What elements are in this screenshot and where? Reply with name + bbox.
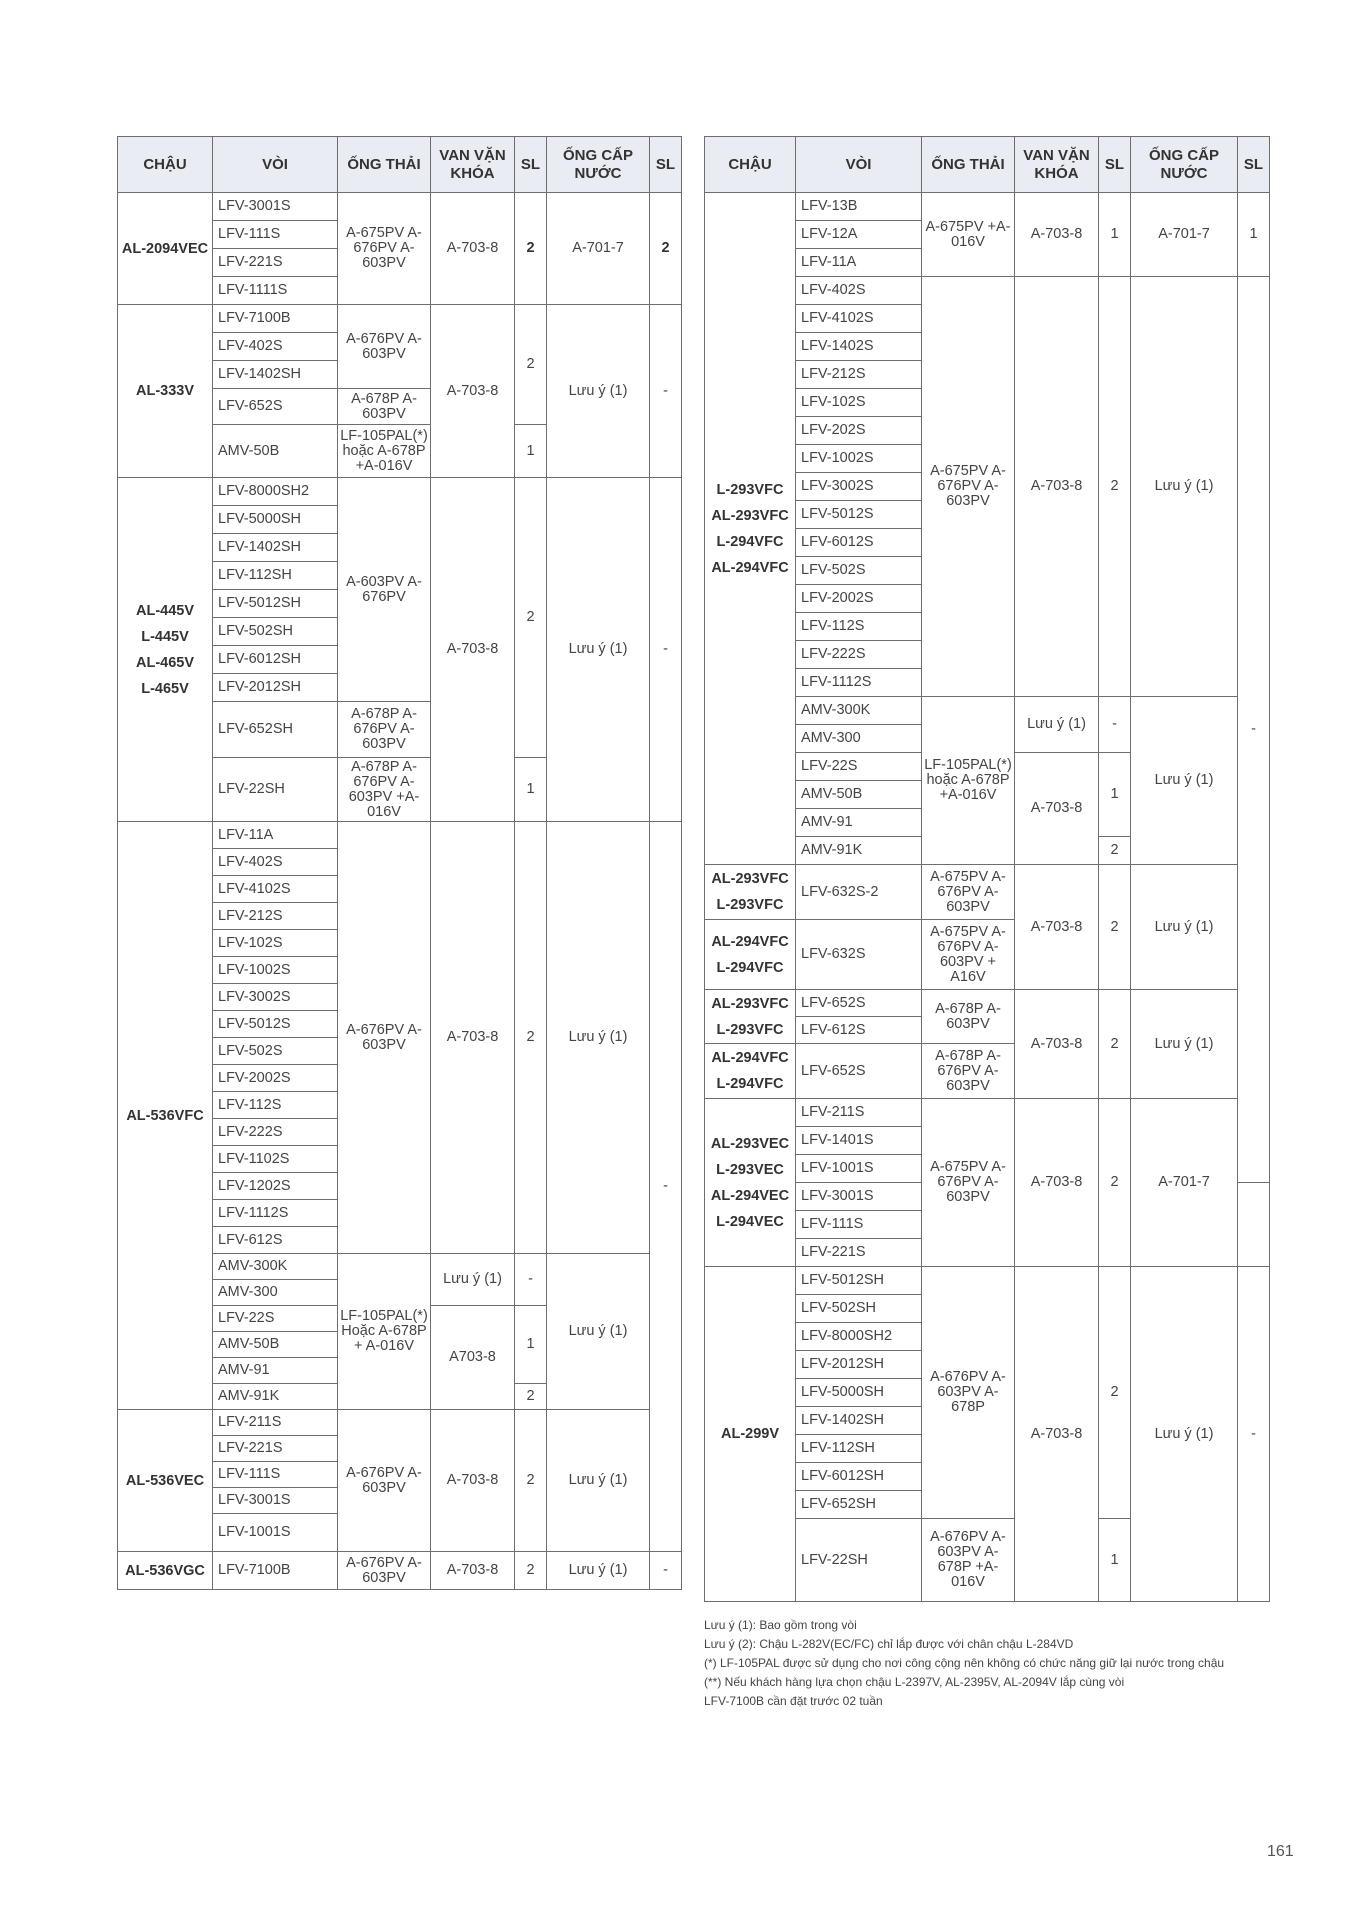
- ong-thai-cell: LF-105PAL(*) Hoặc A-678P + A-016V: [338, 1254, 431, 1410]
- table-row: [705, 865, 1270, 920]
- sl2-cell: 2: [650, 193, 682, 305]
- voi-cell: LFV-22SH: [796, 1519, 922, 1602]
- voi-cell: LFV-612S: [796, 1017, 922, 1044]
- header-sl: SL: [1099, 137, 1131, 193]
- voi-cell: LFV-6012SH: [213, 646, 338, 674]
- van-cell: A-703-8: [431, 822, 515, 1254]
- voi-cell: LFV-402S: [213, 849, 338, 876]
- header-van: VAN VẶN KHÓA: [1015, 137, 1099, 193]
- chau-cell: [705, 990, 796, 1044]
- ong-thai-cell: A-676PV A-603PV A-678P +A-016V: [922, 1519, 1015, 1602]
- voi-cell: LFV-11A: [796, 249, 922, 277]
- chau-cell: AL-536VGC: [118, 1552, 213, 1590]
- ong-thai-cell: A-676PV A-603PV: [338, 305, 431, 389]
- voi-cell: LFV-1402SH: [213, 361, 338, 389]
- voi-cell: LFV-222S: [213, 1119, 338, 1146]
- cap-nuoc-cell: Lưu ý (1): [547, 822, 650, 1254]
- voi-cell: LFV-632S-2: [796, 865, 922, 920]
- voi-cell: LFV-1002S: [796, 445, 922, 473]
- cap-nuoc-cell: Lưu ý (1): [1131, 697, 1238, 865]
- van-cell: A703-8: [431, 1306, 515, 1410]
- chau-cell: AL-536VEC: [118, 1410, 213, 1552]
- sl-cell: -: [1099, 697, 1131, 753]
- ong-thai-cell: A-676PV A-603PV: [338, 822, 431, 1254]
- ong-thai-cell: A-603PV A-676PV: [338, 478, 431, 702]
- sl-cell: 1: [515, 1306, 547, 1384]
- chau-line: AL-294VEC: [710, 1187, 790, 1204]
- sl-cell: 1: [515, 758, 547, 822]
- voi-cell: LFV-652S: [796, 990, 922, 1017]
- chau-line: AL-294VFC: [711, 1050, 789, 1066]
- sl-cell: 2: [515, 193, 547, 305]
- header-cap-nuoc: ỐNG CẤP NƯỚC: [1131, 137, 1238, 193]
- cap-nuoc-cell: A-701-7: [1131, 1099, 1238, 1267]
- table-row: [118, 305, 682, 333]
- voi-cell: LFV-22SH: [213, 758, 338, 822]
- table-row: [705, 1099, 1270, 1127]
- sl-cell: 2: [1099, 837, 1131, 865]
- voi-cell: LFV-1002S: [213, 957, 338, 984]
- cap-nuoc-cell: A-701-7: [547, 193, 650, 305]
- voi-cell: AMV-91: [796, 809, 922, 837]
- van-cell: A-703-8: [1015, 865, 1099, 990]
- voi-cell: LFV-652S: [213, 389, 338, 425]
- sl2-cell: -: [1238, 1267, 1270, 1602]
- voi-cell: LFV-502S: [796, 557, 922, 585]
- ong-thai-cell: A-676PV A-603PV: [338, 1552, 431, 1590]
- ong-thai-cell: A-678P A-676PV A-603PV +A-016V: [338, 758, 431, 822]
- sl-cell: 2: [515, 1552, 547, 1590]
- table-row: [118, 478, 682, 506]
- cap-nuoc-cell: Lưu ý (1): [1131, 865, 1238, 990]
- table-row: [705, 990, 1270, 1017]
- voi-cell: LFV-402S: [796, 277, 922, 305]
- voi-cell: LFV-1402SH: [796, 1407, 922, 1435]
- table-row: [118, 1410, 682, 1436]
- voi-cell: LFV-111S: [213, 1462, 338, 1488]
- header-sl-2: SL: [1238, 137, 1270, 193]
- ong-thai-cell: A-678P A-603PV: [338, 389, 431, 425]
- header-chau: CHẬU: [118, 137, 213, 193]
- right-spec-table: [704, 136, 1270, 1602]
- sl-cell: 2: [515, 478, 547, 758]
- voi-cell: LFV-4102S: [796, 305, 922, 333]
- cap-nuoc-cell: A-701-7: [1131, 193, 1238, 277]
- sl-cell: 2: [1099, 865, 1131, 990]
- voi-cell: LFV-202S: [796, 417, 922, 445]
- cap-nuoc-cell: Lưu ý (1): [547, 305, 650, 478]
- voi-cell: LFV-1401S: [796, 1127, 922, 1155]
- chau-line: AL-294VFC: [711, 559, 789, 576]
- voi-cell: LFV-502SH: [796, 1295, 922, 1323]
- cap-nuoc-cell: Lưu ý (1): [547, 478, 650, 822]
- sl-cell: 1: [1099, 193, 1131, 277]
- chau-cell: [705, 1044, 796, 1099]
- ong-thai-cell: LF-105PAL(*) hoặc A-678P +A-016V: [338, 425, 431, 478]
- van-cell: A-703-8: [1015, 990, 1099, 1099]
- voi-cell: LFV-3001S: [796, 1183, 922, 1211]
- header-row: [705, 137, 1270, 193]
- voi-cell: LFV-111S: [796, 1211, 922, 1239]
- voi-cell: LFV-3001S: [213, 193, 338, 221]
- voi-cell: LFV-3001S: [213, 1488, 338, 1514]
- header-sl: SL: [515, 137, 547, 193]
- table-row: [118, 822, 682, 849]
- voi-cell: LFV-5012S: [796, 501, 922, 529]
- voi-cell: LFV-5012SH: [796, 1267, 922, 1295]
- voi-cell: LFV-652S: [796, 1044, 922, 1099]
- voi-cell: LFV-221S: [213, 249, 338, 277]
- sl-cell: 2: [1099, 1267, 1131, 1519]
- table-row: [705, 1267, 1270, 1295]
- voi-cell: LFV-11A: [213, 822, 338, 849]
- voi-cell: LFV-3002S: [213, 984, 338, 1011]
- chau-line: AL-293VFC: [711, 507, 789, 524]
- voi-cell: AMV-50B: [796, 781, 922, 809]
- ong-thai-cell: A-676PV A-603PV: [338, 1410, 431, 1552]
- van-cell: Lưu ý (1): [1015, 697, 1099, 753]
- ong-thai-cell: A-675PV A-676PV A-603PV: [922, 865, 1015, 920]
- header-cap-nuoc: ỐNG CẤP NƯỚC: [547, 137, 650, 193]
- voi-cell: LFV-5000SH: [213, 506, 338, 534]
- sl2-cell: -: [650, 305, 682, 478]
- voi-cell: LFV-111S: [213, 221, 338, 249]
- sl-cell: 1: [515, 425, 547, 478]
- voi-cell: LFV-6012S: [796, 529, 922, 557]
- voi-cell: LFV-102S: [796, 389, 922, 417]
- left-spec-table: [117, 136, 682, 1590]
- voi-cell: LFV-13B: [796, 193, 922, 221]
- voi-cell: AMV-300: [796, 725, 922, 753]
- ong-thai-cell: LF-105PAL(*) hoặc A-678P +A-016V: [922, 697, 1015, 865]
- voi-cell: AMV-50B: [213, 425, 338, 478]
- cap-nuoc-cell: Lưu ý (1): [1131, 990, 1238, 1099]
- voi-cell: LFV-22S: [213, 1306, 338, 1332]
- cap-nuoc-cell: Lưu ý (1): [547, 1552, 650, 1590]
- voi-cell: LFV-402S: [213, 333, 338, 361]
- chau-line: L-294VFC: [716, 959, 784, 976]
- voi-cell: LFV-652SH: [796, 1491, 922, 1519]
- chau-line: L-293VFC: [716, 1021, 784, 1038]
- voi-cell: LFV-7100B: [213, 1552, 338, 1590]
- ong-thai-cell: A-678P A-603PV: [922, 990, 1015, 1044]
- footnote: Lưu ý (2): Chậu L-282V(EC/FC) chỉ lắp được với chân chậu L-284VD: [704, 1637, 1074, 1651]
- header-ong-thai: ỐNG THẢI: [922, 137, 1015, 193]
- voi-cell: LFV-2012SH: [213, 674, 338, 702]
- voi-cell: LFV-3002S: [796, 473, 922, 501]
- voi-cell: LFV-112SH: [796, 1435, 922, 1463]
- voi-cell: LFV-1001S: [213, 1514, 338, 1552]
- voi-cell: LFV-1402S: [796, 333, 922, 361]
- chau-cell: AL-299V: [705, 1267, 796, 1602]
- chau-cell: [705, 193, 796, 865]
- voi-cell: LFV-112S: [796, 613, 922, 641]
- sl-cell: -: [515, 1254, 547, 1306]
- chau-line: L-294VFC: [716, 533, 784, 550]
- chau-line: AL-293VEC: [710, 1135, 790, 1152]
- voi-cell: LFV-502S: [213, 1038, 338, 1065]
- voi-cell: LFV-612S: [213, 1227, 338, 1254]
- footnote: Lưu ý (1): Bao gồm trong vòi: [704, 1618, 857, 1632]
- voi-cell: LFV-5000SH: [796, 1379, 922, 1407]
- voi-cell: AMV-300K: [213, 1254, 338, 1280]
- header-van: VAN VẶN KHÓA: [431, 137, 515, 193]
- chau-cell: AL-536VFC: [118, 822, 213, 1410]
- voi-cell: AMV-300K: [796, 697, 922, 725]
- header-ong-thai: ỐNG THẢI: [338, 137, 431, 193]
- voi-cell: LFV-22S: [796, 753, 922, 781]
- voi-cell: LFV-2012SH: [796, 1351, 922, 1379]
- van-cell: A-703-8: [1015, 753, 1099, 865]
- van-cell: A-703-8: [1015, 1099, 1099, 1267]
- header-voi: VÒI: [796, 137, 922, 193]
- chau-line: L-445V: [141, 628, 189, 645]
- sl2-cell: -: [650, 478, 682, 822]
- voi-cell: LFV-102S: [213, 930, 338, 957]
- voi-cell: LFV-1112S: [796, 669, 922, 697]
- sl2-cell: 1: [1238, 193, 1270, 277]
- table-row: [118, 1552, 682, 1590]
- voi-cell: LFV-1402SH: [213, 534, 338, 562]
- voi-cell: LFV-5012SH: [213, 590, 338, 618]
- voi-cell: LFV-7100B: [213, 305, 338, 333]
- chau-line: L-293VFC: [716, 481, 784, 498]
- van-cell: A-703-8: [1015, 277, 1099, 697]
- footnotes: [704, 1616, 1224, 1711]
- table-row: [118, 193, 682, 221]
- voi-cell: LFV-221S: [796, 1239, 922, 1267]
- chau-line: L-293VFC: [716, 897, 784, 913]
- voi-cell: LFV-1112S: [213, 1200, 338, 1227]
- voi-cell: LFV-12A: [796, 221, 922, 249]
- chau-cell: [118, 478, 213, 822]
- voi-cell: LFV-212S: [796, 361, 922, 389]
- ong-thai-cell: A-675PV A-676PV A-603PV: [922, 277, 1015, 697]
- table-row: [705, 193, 1270, 221]
- chau-line: L-294VFC: [716, 1076, 784, 1092]
- sl-cell: 1: [1099, 753, 1131, 837]
- ong-thai-cell: A-675PV +A-016V: [922, 193, 1015, 277]
- voi-cell: LFV-1102S: [213, 1146, 338, 1173]
- van-cell: A-703-8: [431, 1552, 515, 1590]
- chau-cell: [705, 1099, 796, 1267]
- chau-cell: AL-333V: [118, 305, 213, 478]
- footnote: (**) Nếu khách hàng lựa chọn chậu L-2397V, AL-2395V, AL-2094V lắp cùng vòi: [704, 1675, 1125, 1689]
- voi-cell: AMV-91K: [213, 1384, 338, 1410]
- chau-cell: [705, 920, 796, 990]
- voi-cell: LFV-502SH: [213, 618, 338, 646]
- sl-cell: 2: [515, 1384, 547, 1410]
- voi-cell: LFV-652SH: [213, 702, 338, 758]
- header-sl-2: SL: [650, 137, 682, 193]
- sl-cell: 2: [1099, 1099, 1131, 1267]
- voi-cell: LFV-222S: [796, 641, 922, 669]
- voi-cell: LFV-2002S: [796, 585, 922, 613]
- chau-line: AL-445V: [135, 602, 195, 619]
- chau-line: L-293VEC: [716, 1161, 784, 1178]
- voi-cell: LFV-8000SH2: [796, 1323, 922, 1351]
- sl2-cell: -: [1238, 277, 1270, 1183]
- header-chau: CHẬU: [705, 137, 796, 193]
- ong-thai-cell: A-678P A-676PV A-603PV: [338, 702, 431, 758]
- van-cell: A-703-8: [431, 193, 515, 305]
- van-cell: A-703-8: [431, 478, 515, 822]
- ong-thai-cell: A-675PV A-676PV A-603PV: [338, 193, 431, 305]
- van-cell: Lưu ý (1): [431, 1254, 515, 1306]
- ong-thai-cell: A-675PV A-676PV A-603PV: [922, 1099, 1015, 1267]
- cap-nuoc-cell: Lưu ý (1): [1131, 277, 1238, 697]
- header-voi: VÒI: [213, 137, 338, 193]
- voi-cell: LFV-632S: [796, 920, 922, 990]
- footnote: LFV-7100B cần đặt trước 02 tuần: [704, 1694, 883, 1708]
- page-number: 161: [1267, 1843, 1294, 1860]
- sl-cell: 2: [515, 305, 547, 425]
- voi-cell: LFV-212S: [213, 903, 338, 930]
- cap-nuoc-cell: Lưu ý (1): [1131, 1267, 1238, 1602]
- cap-nuoc-cell: Lưu ý (1): [547, 1410, 650, 1552]
- footnote: (*) LF-105PAL được sử dụng cho nơi công cộng nên không có chức năng giữ lại nước trong chậu: [704, 1656, 1225, 1670]
- sl-cell: 2: [515, 822, 547, 1254]
- cap-nuoc-cell: Lưu ý (1): [547, 1254, 650, 1410]
- chau-line: AL-294VFC: [711, 933, 789, 950]
- voi-cell: AMV-91K: [796, 837, 922, 865]
- van-cell: A-703-8: [1015, 1267, 1099, 1602]
- voi-cell: LFV-4102S: [213, 876, 338, 903]
- sl-cell: 2: [1099, 277, 1131, 697]
- chau-line: L-294VEC: [716, 1213, 784, 1230]
- voi-cell: LFV-112S: [213, 1092, 338, 1119]
- voi-cell: AMV-300: [213, 1280, 338, 1306]
- voi-cell: LFV-221S: [213, 1436, 338, 1462]
- chau-line: AL-293VFC: [711, 995, 789, 1012]
- voi-cell: LFV-1202S: [213, 1173, 338, 1200]
- chau-cell: AL-2094VEC: [118, 193, 213, 305]
- van-cell: A-703-8: [431, 1410, 515, 1552]
- sl-cell: 1: [1099, 1519, 1131, 1602]
- chau-cell: [705, 865, 796, 920]
- van-cell: A-703-8: [1015, 193, 1099, 277]
- chau-line: L-465V: [141, 680, 189, 697]
- voi-cell: LFV-211S: [213, 1410, 338, 1436]
- ong-thai-cell: A-675PV A-676PV A-603PV + A16V: [922, 920, 1015, 990]
- voi-cell: LFV-211S: [796, 1099, 922, 1127]
- chau-line: AL-465V: [135, 654, 195, 671]
- voi-cell: LFV-112SH: [213, 562, 338, 590]
- voi-cell: LFV-5012S: [213, 1011, 338, 1038]
- sl-cell: 2: [1099, 990, 1131, 1099]
- van-cell: A-703-8: [431, 305, 515, 478]
- sl-cell: 2: [515, 1410, 547, 1552]
- voi-cell: AMV-91: [213, 1358, 338, 1384]
- ong-thai-cell: A-676PV A-603PV A-678P: [922, 1267, 1015, 1519]
- chau-line: AL-293VFC: [711, 871, 789, 887]
- sl2-cell: -: [650, 822, 682, 1552]
- sl2-cell: -: [650, 1552, 682, 1590]
- voi-cell: LFV-1111S: [213, 277, 338, 305]
- voi-cell: AMV-50B: [213, 1332, 338, 1358]
- voi-cell: LFV-2002S: [213, 1065, 338, 1092]
- voi-cell: LFV-6012SH: [796, 1463, 922, 1491]
- ong-thai-cell: A-678P A-676PV A-603PV: [922, 1044, 1015, 1099]
- voi-cell: LFV-8000SH2: [213, 478, 338, 506]
- header-row: [118, 137, 682, 193]
- voi-cell: LFV-1001S: [796, 1155, 922, 1183]
